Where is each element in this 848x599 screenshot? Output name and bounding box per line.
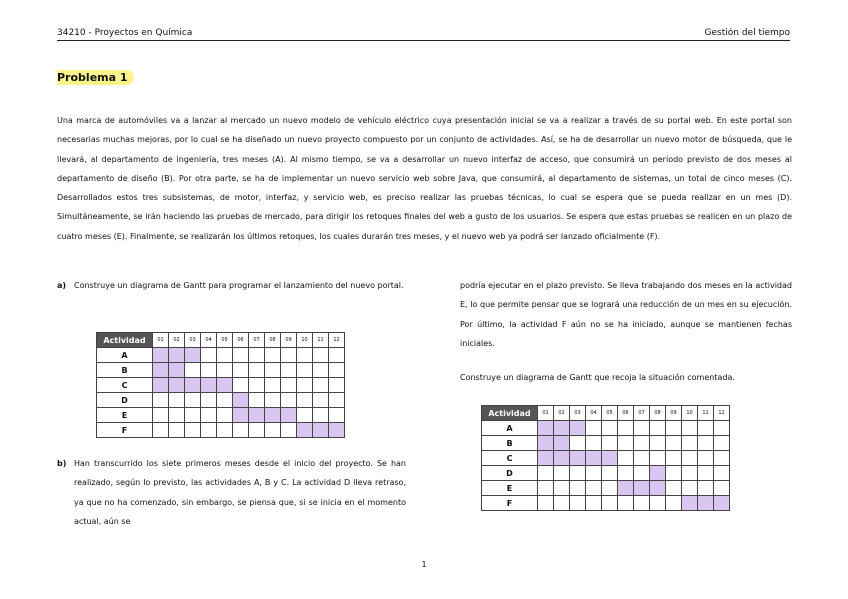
gantt-plan-cell [185, 363, 201, 378]
gantt-plan-bar-cell [169, 348, 185, 363]
gantt-situation-bar-cell [554, 436, 570, 451]
question-b [57, 454, 406, 531]
gantt-situation-cell [698, 421, 714, 436]
gantt-situation-cell [554, 496, 570, 511]
gantt-plan-cell [329, 408, 345, 423]
gantt-plan-cell [233, 348, 249, 363]
gantt-situation-cell [714, 451, 730, 466]
gantt-plan-month-header: 02 [169, 333, 185, 348]
gantt-situation-month-header: 11 [698, 406, 714, 421]
gantt-plan-cell [169, 393, 185, 408]
gantt-plan-cell [217, 408, 233, 423]
gantt-situation-month-header: 05 [602, 406, 618, 421]
gantt-situation-cell [634, 436, 650, 451]
gantt-situation-bar-cell [554, 421, 570, 436]
gantt-plan-month-header: 09 [281, 333, 297, 348]
gantt-situation-cell [682, 436, 698, 451]
gantt-plan-cell [313, 393, 329, 408]
gantt-plan-bar-cell [169, 378, 185, 393]
gantt-situation-bar-cell [570, 421, 586, 436]
gantt-situation-cell [682, 451, 698, 466]
gantt-plan-bar-cell [201, 378, 217, 393]
gantt-situation-cell [666, 451, 682, 466]
gantt-situation-cell [634, 451, 650, 466]
gantt-situation-bar-cell [586, 451, 602, 466]
gantt-situation-cell [586, 496, 602, 511]
gantt-situation-cell [586, 436, 602, 451]
question-b-continuation: podría ejecutar en el plazo previsto. Se lleva trabajando dos meses en la actividad E, lo que permite pensar que se logrará una reducción de un mes en su ejecución. Por último, la actividad F aún no se ha iniciado, aunque se mantienen fechas iniciales. [460, 281, 792, 348]
gantt-plan-row [97, 408, 345, 423]
gantt-plan-cell [249, 348, 265, 363]
gantt-plan-cell [265, 378, 281, 393]
gantt-plan-cell [313, 348, 329, 363]
gantt-plan-cell [313, 408, 329, 423]
gantt-plan-month-header: 10 [297, 333, 313, 348]
gantt-situation-bar-cell [682, 496, 698, 511]
gantt-plan-cell [201, 408, 217, 423]
gantt-plan-cell [265, 393, 281, 408]
gantt-situation-cell [698, 466, 714, 481]
gantt-situation-row [482, 451, 730, 466]
gantt-situation-cell [634, 496, 650, 511]
gantt-situation-cell [682, 481, 698, 496]
gantt-plan-bar-cell [153, 348, 169, 363]
gantt-plan-row [97, 348, 345, 363]
gantt-situation-cell [634, 421, 650, 436]
gantt-situation-cell [538, 496, 554, 511]
gantt-plan-bar-cell [153, 378, 169, 393]
gantt-plan-cell [217, 348, 233, 363]
gantt-plan-cell [169, 408, 185, 423]
gantt-situation-month-header: 04 [586, 406, 602, 421]
gantt-situation-cell [570, 496, 586, 511]
gantt-plan-bar-cell [169, 363, 185, 378]
gantt-situation-cell [554, 466, 570, 481]
gantt-plan-cell [329, 348, 345, 363]
gantt-situation-month-header: 02 [554, 406, 570, 421]
gantt-plan-cell [249, 363, 265, 378]
gantt-plan-bar-cell [185, 378, 201, 393]
gantt-situation-bar-cell [634, 481, 650, 496]
gantt-situation-cell [586, 481, 602, 496]
gantt-situation-month-header: 07 [634, 406, 650, 421]
gantt-plan-cell [297, 408, 313, 423]
gantt-plan-header-activity: Actividad [97, 333, 153, 348]
gantt-plan-cell [297, 348, 313, 363]
gantt-plan-month-header: 08 [265, 333, 281, 348]
gantt-situation-header-activity: Actividad [482, 406, 538, 421]
gantt-plan-cell [201, 348, 217, 363]
gantt-plan-month-header: 03 [185, 333, 201, 348]
header-course: 34210 - Proyectos en Química [57, 28, 193, 38]
gantt-plan-row [97, 363, 345, 378]
gantt-situation-bar-cell [618, 481, 634, 496]
gantt-plan-cell [185, 408, 201, 423]
gantt-situation-cell [602, 481, 618, 496]
gantt-plan-cell [217, 423, 233, 438]
gantt-situation-activity-label: F [482, 496, 538, 511]
gantt-plan-activity-label: E [97, 408, 153, 423]
gantt-situation-cell [554, 481, 570, 496]
gantt-situation-row [482, 436, 730, 451]
gantt-plan-cell [297, 393, 313, 408]
gantt-situation-row [482, 496, 730, 511]
gantt-situation-cell [618, 436, 634, 451]
gantt-plan-bar-cell [153, 363, 169, 378]
gantt-plan-bar-cell [313, 423, 329, 438]
gantt-situation-cell [618, 496, 634, 511]
gantt-plan-month-header: 01 [153, 333, 169, 348]
gantt-situation-activity-label: D [482, 466, 538, 481]
gantt-plan-row [97, 378, 345, 393]
gantt-plan-cell [233, 423, 249, 438]
gantt-plan-cell [313, 363, 329, 378]
gantt-situation-bar-cell [650, 481, 666, 496]
gantt-plan-cell [281, 363, 297, 378]
gantt-plan-month-header: 07 [249, 333, 265, 348]
page-number: 1 [421, 560, 427, 569]
problem-statement: Una marca de automóviles va a lanzar al mercado un nuevo modelo de vehículo eléctrico cuya presentación inicial se va a realizar a través de su portal web. En este portal son necesarias muchas mejoras, por lo cual se ha diseñado un nuevo proyecto compuesto por un conjunto de actividades. Así, se ha de desarrollar un nuevo motor de búsqueda, que le llevará, al departamento de ingeniería, tres meses (A). Al mismo tiempo, se va a desarrollar un nuevo interfaz de acceso, que consumirá un período previsto de dos meses al departamento de diseño (B). Por otra parte, se ha de implementar un nuevo servicio web sobre Java, que consumirá, al departamento de sistemas, un total de cinco meses (C). Desarrollados estos tres subsistemas, de motor, interfaz, y servicio web, es preciso realizar las pruebas técnicas, lo cual se espera que se pueda realizar en un mes (D). Simultáneamente, se irán haciendo las pruebas de mercado, para dirigir los retoques finales del web a gusto de los usuarios. Se espera que estas pruebas se realicen en un plazo de cuatro meses (E). Finalmente, se realizarán los últimos retoques, los cuales durarán tres meses, y el nuevo web ya podrá ser lanzado oficialmente (F). [57, 116, 792, 241]
gantt-plan-cell [265, 363, 281, 378]
gantt-plan-cell [281, 378, 297, 393]
question-b-text: Han transcurrido los siete primeros meses desde el inicio del proyecto. Se han realizado, según lo previsto, las actividades A, B y C. La actividad D lleva retraso, ya que no ha comenzado, sin embargo, se piensa que, si se inicia en el momento actual, aún se [74, 459, 406, 526]
gantt-situation-cell [618, 466, 634, 481]
gantt-plan-cell [249, 378, 265, 393]
gantt-situation-month-header: 09 [666, 406, 682, 421]
gantt-situation-cell [650, 451, 666, 466]
gantt-situation-cell [666, 436, 682, 451]
gantt-situation-cell [570, 481, 586, 496]
gantt-situation-cell [682, 466, 698, 481]
gantt-situation-bar-cell [538, 421, 554, 436]
gantt-plan-cell [281, 423, 297, 438]
gantt-situation-bar-cell [650, 466, 666, 481]
question-a-text: Construye un diagrama de Gantt para programar el lanzamiento del nuevo portal. [74, 281, 404, 290]
gantt-plan-cell [169, 423, 185, 438]
gantt-plan-activity-label: F [97, 423, 153, 438]
gantt-plan-cell [281, 393, 297, 408]
gantt-situation-activity-label: C [482, 451, 538, 466]
gantt-situation-row [482, 466, 730, 481]
gantt-situation-row [482, 421, 730, 436]
gantt-situation-activity-label: A [482, 421, 538, 436]
gantt-situation-month-header: 06 [618, 406, 634, 421]
gantt-situation-bar-cell [554, 451, 570, 466]
gantt-situation-table [481, 405, 730, 511]
gantt-situation-cell [698, 451, 714, 466]
gantt-situation-cell [698, 436, 714, 451]
gantt-situation-activity-label: E [482, 481, 538, 496]
question-b-instruction: Construye un diagrama de Gantt que recoja la situación comentada. [460, 373, 735, 382]
gantt-plan-month-header: 05 [217, 333, 233, 348]
gantt-situation-bar-cell [570, 451, 586, 466]
gantt-plan-cell [153, 393, 169, 408]
gantt-situation-cell [650, 436, 666, 451]
gantt-plan-bar-cell [329, 423, 345, 438]
gantt-situation-cell [714, 436, 730, 451]
question-b-marker: b) [57, 459, 67, 468]
gantt-situation-month-header: 01 [538, 406, 554, 421]
gantt-plan-row [97, 423, 345, 438]
gantt-situation-cell [698, 481, 714, 496]
gantt-situation-month-header: 03 [570, 406, 586, 421]
gantt-plan-activity-label: A [97, 348, 153, 363]
gantt-plan-body [97, 348, 345, 438]
gantt-plan-bar-cell [185, 348, 201, 363]
gantt-situation-cell [602, 496, 618, 511]
gantt-plan-cell [233, 363, 249, 378]
gantt-situation-cell [602, 421, 618, 436]
gantt-situation-cell [570, 436, 586, 451]
gantt-plan-header-row [97, 333, 345, 348]
gantt-situation-bar-cell [538, 451, 554, 466]
header-rule [57, 40, 790, 41]
gantt-plan-cell [217, 363, 233, 378]
problem-title: Problema 1 [57, 70, 134, 85]
gantt-situation-cell [618, 421, 634, 436]
gantt-situation-cell [666, 496, 682, 511]
gantt-plan-month-header: 06 [233, 333, 249, 348]
gantt-situation-bar-cell [698, 496, 714, 511]
gantt-plan-cell [249, 423, 265, 438]
gantt-situation-cell [602, 466, 618, 481]
gantt-plan-activity-label: D [97, 393, 153, 408]
gantt-plan-bar-cell [233, 408, 249, 423]
gantt-situation-cell [650, 496, 666, 511]
gantt-plan-bar-cell [233, 393, 249, 408]
gantt-plan-cell [265, 423, 281, 438]
gantt-situation-bar-cell [602, 451, 618, 466]
gantt-plan-row [97, 393, 345, 408]
gantt-plan-month-header: 11 [313, 333, 329, 348]
gantt-situation-header-row [482, 406, 730, 421]
gantt-situation-body [482, 421, 730, 511]
gantt-situation-cell [538, 466, 554, 481]
gantt-plan-cell [329, 363, 345, 378]
gantt-situation-cell [538, 481, 554, 496]
gantt-plan-month-header: 04 [201, 333, 217, 348]
gantt-situation-cell [618, 451, 634, 466]
gantt-plan-cell [185, 423, 201, 438]
gantt-plan-cell [233, 378, 249, 393]
gantt-situation-bar-cell [538, 436, 554, 451]
gantt-situation-bar-cell [714, 496, 730, 511]
gantt-situation-cell [714, 466, 730, 481]
gantt-plan-cell [297, 378, 313, 393]
gantt-plan-bar-cell [297, 423, 313, 438]
gantt-situation-cell [714, 481, 730, 496]
gantt-plan-cell [201, 423, 217, 438]
gantt-plan-cell [329, 378, 345, 393]
gantt-plan-cell [297, 363, 313, 378]
gantt-situation-month-header: 12 [714, 406, 730, 421]
gantt-plan-cell [329, 393, 345, 408]
gantt-situation-month-header: 10 [682, 406, 698, 421]
gantt-situation-activity-label: B [482, 436, 538, 451]
gantt-situation-cell [634, 466, 650, 481]
gantt-situation-cell [666, 481, 682, 496]
gantt-plan-activity-label: B [97, 363, 153, 378]
gantt-situation-cell [570, 466, 586, 481]
gantt-plan-cell [313, 378, 329, 393]
gantt-plan-cell [281, 348, 297, 363]
gantt-situation-cell [586, 466, 602, 481]
gantt-plan-cell [153, 408, 169, 423]
gantt-plan-cell [185, 393, 201, 408]
gantt-plan-cell [249, 393, 265, 408]
question-a-marker: a) [57, 281, 67, 290]
gantt-plan-bar-cell [217, 378, 233, 393]
gantt-situation-cell [714, 421, 730, 436]
gantt-plan-activity-label: C [97, 378, 153, 393]
header-section: Gestión del tiempo [704, 28, 790, 38]
gantt-plan-month-header: 12 [329, 333, 345, 348]
gantt-situation-row [482, 481, 730, 496]
gantt-plan-cell [217, 393, 233, 408]
gantt-plan-cell [265, 348, 281, 363]
gantt-plan-cell [201, 393, 217, 408]
gantt-situation-cell [586, 421, 602, 436]
gantt-plan-cell [153, 423, 169, 438]
gantt-plan-cell [201, 363, 217, 378]
gantt-plan-table [96, 332, 345, 438]
gantt-situation-cell [682, 421, 698, 436]
gantt-situation-month-header: 08 [650, 406, 666, 421]
gantt-plan-bar-cell [265, 408, 281, 423]
gantt-plan-bar-cell [281, 408, 297, 423]
gantt-situation-cell [666, 421, 682, 436]
gantt-situation-cell [650, 421, 666, 436]
question-a [57, 276, 406, 295]
gantt-plan-bar-cell [249, 408, 265, 423]
gantt-situation-cell [666, 466, 682, 481]
gantt-situation-cell [602, 436, 618, 451]
